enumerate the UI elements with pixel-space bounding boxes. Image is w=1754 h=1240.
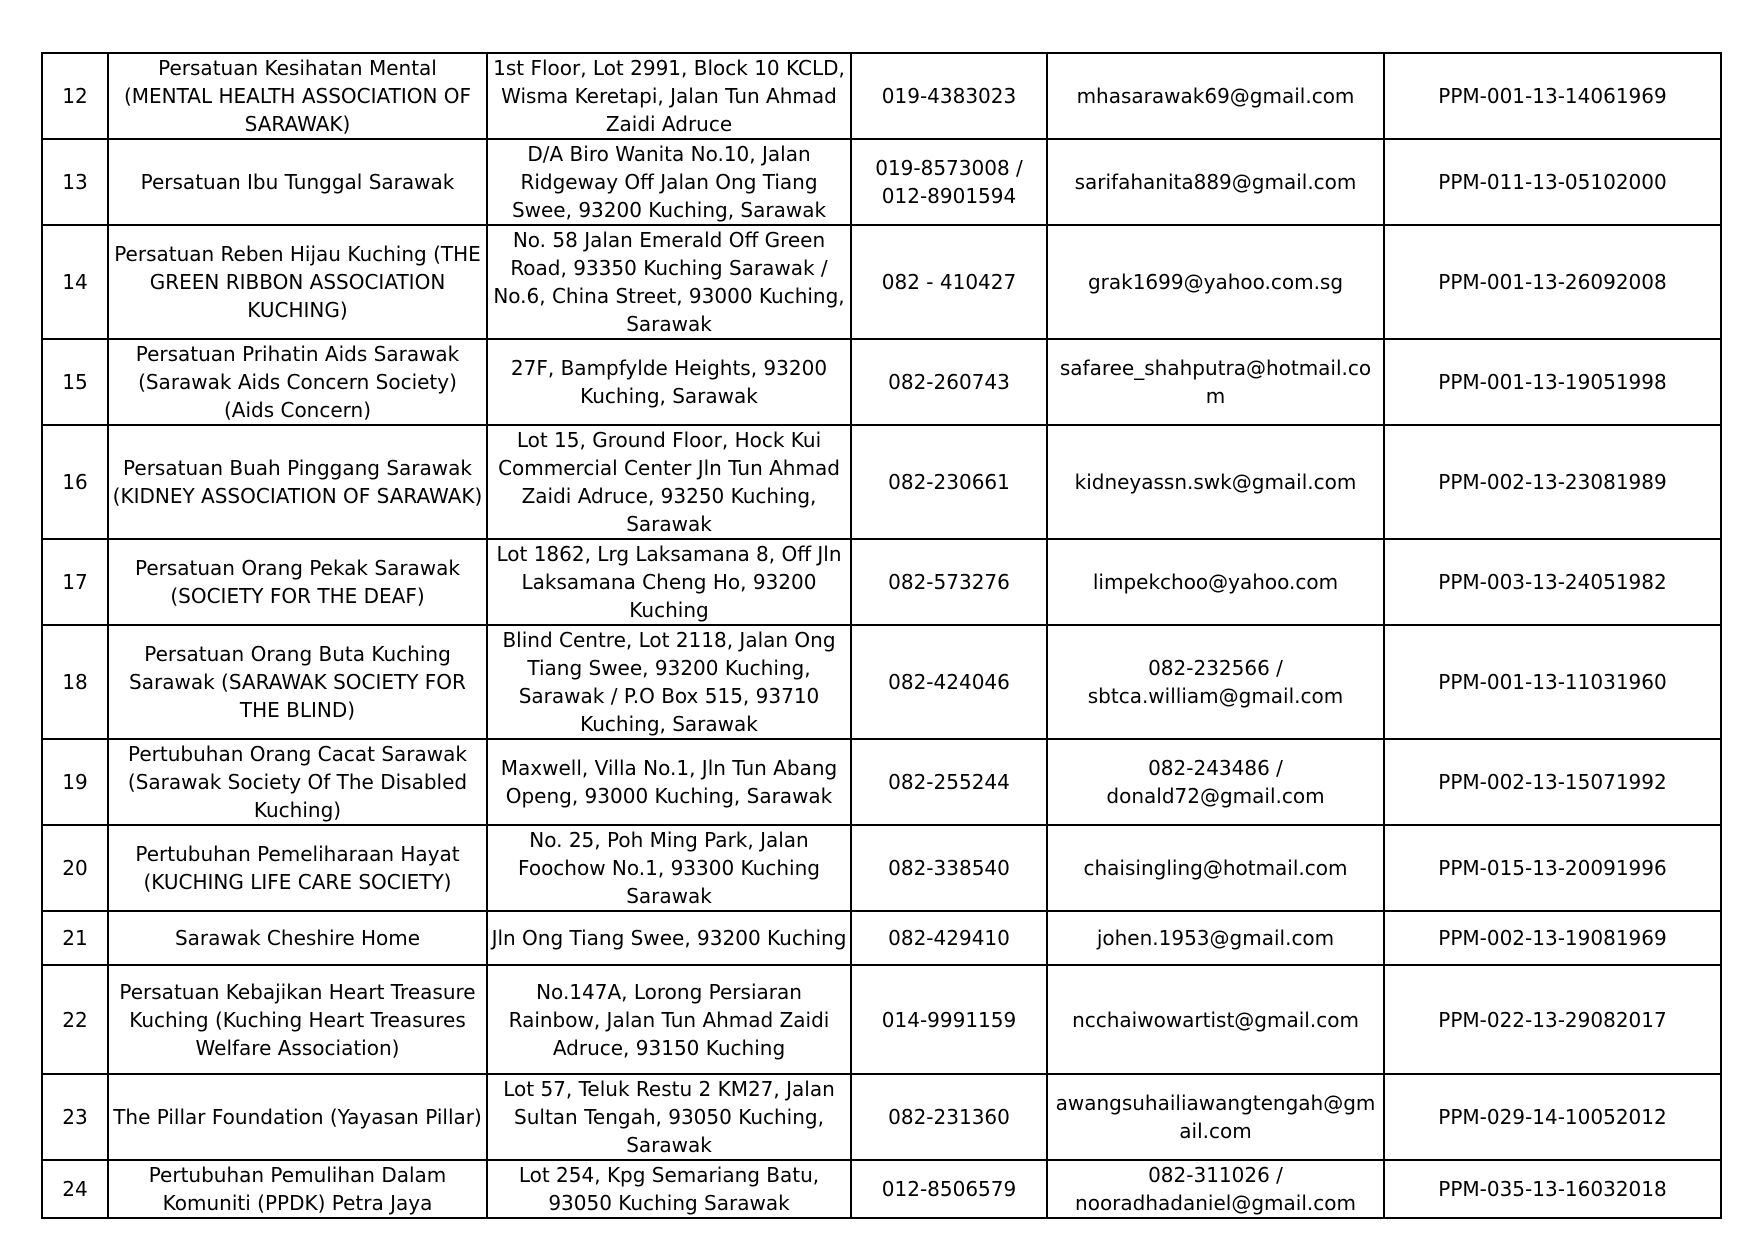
registration-number: PPM-001-13-26092008 bbox=[1384, 225, 1721, 339]
row-number: 21 bbox=[42, 911, 108, 965]
organization-address: No. 58 Jalan Emerald Off Green Road, 93350 Kuching Sarawak / No.6, China Street, 93000 Kuching, Sarawak bbox=[487, 225, 851, 339]
organization-email: ncchaiwowartist@gmail.com bbox=[1047, 965, 1384, 1074]
organization-name: Persatuan Prihatin Aids Sarawak (Sarawak Aids Concern Society) (Aids Concern) bbox=[108, 339, 487, 425]
row-number: 15 bbox=[42, 339, 108, 425]
registration-number: PPM-002-13-15071992 bbox=[1384, 739, 1721, 825]
organization-address: No. 25, Poh Ming Park, Jalan Foochow No.1, 93300 Kuching Sarawak bbox=[487, 825, 851, 911]
organization-name: Sarawak Cheshire Home bbox=[108, 911, 487, 965]
organization-email: sarifahanita889@gmail.com bbox=[1047, 139, 1384, 225]
organization-phone: 014-9991159 bbox=[851, 965, 1047, 1074]
table-row bbox=[42, 339, 1721, 425]
organization-phone: 082 - 410427 bbox=[851, 225, 1047, 339]
registration-number: PPM-015-13-20091996 bbox=[1384, 825, 1721, 911]
organization-phone: 082-230661 bbox=[851, 425, 1047, 539]
organization-email: 082-232566 / sbtca.william@gmail.com bbox=[1047, 625, 1384, 739]
organization-phone: 082-260743 bbox=[851, 339, 1047, 425]
registration-number: PPM-001-13-11031960 bbox=[1384, 625, 1721, 739]
table-row bbox=[42, 225, 1721, 339]
organization-name: Persatuan Orang Pekak Sarawak (SOCIETY FOR THE DEAF) bbox=[108, 539, 487, 625]
organization-email: awangsuhailiawangtengah@gmail.com bbox=[1047, 1074, 1384, 1160]
organization-phone: 082-424046 bbox=[851, 625, 1047, 739]
organization-email: safaree_shahputra@hotmail.com bbox=[1047, 339, 1384, 425]
table-row bbox=[42, 739, 1721, 825]
organization-phone: 082-338540 bbox=[851, 825, 1047, 911]
row-number: 17 bbox=[42, 539, 108, 625]
organization-phone: 082-429410 bbox=[851, 911, 1047, 965]
table-row bbox=[42, 1074, 1721, 1160]
organization-name: Pertubuhan Pemulihan Dalam Komuniti (PPDK) Petra Jaya bbox=[108, 1160, 487, 1218]
organization-email: grak1699@yahoo.com.sg bbox=[1047, 225, 1384, 339]
registration-number: PPM-029-14-10052012 bbox=[1384, 1074, 1721, 1160]
organization-table-body bbox=[42, 53, 1721, 1218]
organization-address: 1st Floor, Lot 2991, Block 10 KCLD, Wisma Keretapi, Jalan Tun Ahmad Zaidi Adruce bbox=[487, 53, 851, 139]
registration-number: PPM-001-13-19051998 bbox=[1384, 339, 1721, 425]
organization-address: Jln Ong Tiang Swee, 93200 Kuching bbox=[487, 911, 851, 965]
organization-name: Persatuan Buah Pinggang Sarawak (KIDNEY ASSOCIATION OF SARAWAK) bbox=[108, 425, 487, 539]
organization-phone: 082-573276 bbox=[851, 539, 1047, 625]
row-number: 18 bbox=[42, 625, 108, 739]
table-row bbox=[42, 625, 1721, 739]
row-number: 12 bbox=[42, 53, 108, 139]
row-number: 19 bbox=[42, 739, 108, 825]
organization-table bbox=[41, 52, 1722, 1219]
table-row bbox=[42, 1160, 1721, 1218]
organization-email: 082-311026 / nooradhadaniel@gmail.com bbox=[1047, 1160, 1384, 1218]
organization-address: Blind Centre, Lot 2118, Jalan Ong Tiang Swee, 93200 Kuching, Sarawak / P.O Box 515, 93710 Kuching, Sarawak bbox=[487, 625, 851, 739]
organization-email: mhasarawak69@gmail.com bbox=[1047, 53, 1384, 139]
organization-address: Lot 57, Teluk Restu 2 KM27, Jalan Sultan Tengah, 93050 Kuching, Sarawak bbox=[487, 1074, 851, 1160]
organization-address: No.147A, Lorong Persiaran Rainbow, Jalan Tun Ahmad Zaidi Adruce, 93150 Kuching bbox=[487, 965, 851, 1074]
registration-number: PPM-001-13-14061969 bbox=[1384, 53, 1721, 139]
organization-name: Pertubuhan Pemeliharaan Hayat (KUCHING LIFE CARE SOCIETY) bbox=[108, 825, 487, 911]
organization-name: Persatuan Kebajikan Heart Treasure Kuching (Kuching Heart Treasures Welfare Association) bbox=[108, 965, 487, 1074]
table-row bbox=[42, 539, 1721, 625]
registration-number: PPM-003-13-24051982 bbox=[1384, 539, 1721, 625]
organization-address: Lot 254, Kpg Semariang Batu, 93050 Kuching Sarawak bbox=[487, 1160, 851, 1218]
organization-address: Lot 15, Ground Floor, Hock Kui Commercial Center Jln Tun Ahmad Zaidi Adruce, 93250 Kuching, Sarawak bbox=[487, 425, 851, 539]
organization-email: limpekchoo@yahoo.com bbox=[1047, 539, 1384, 625]
organization-email: chaisingling@hotmail.com bbox=[1047, 825, 1384, 911]
organization-address: 27F, Bampfylde Heights, 93200 Kuching, Sarawak bbox=[487, 339, 851, 425]
row-number: 22 bbox=[42, 965, 108, 1074]
organization-name: Pertubuhan Orang Cacat Sarawak (Sarawak Society Of The Disabled Kuching) bbox=[108, 739, 487, 825]
registration-number: PPM-002-13-23081989 bbox=[1384, 425, 1721, 539]
organization-phone: 019-4383023 bbox=[851, 53, 1047, 139]
organization-phone: 019-8573008 / 012-8901594 bbox=[851, 139, 1047, 225]
table-row bbox=[42, 53, 1721, 139]
organization-address: Maxwell, Villa No.1, Jln Tun Abang Openg, 93000 Kuching, Sarawak bbox=[487, 739, 851, 825]
organization-email: johen.1953@gmail.com bbox=[1047, 911, 1384, 965]
row-number: 23 bbox=[42, 1074, 108, 1160]
organization-phone: 082-231360 bbox=[851, 1074, 1047, 1160]
table-row bbox=[42, 911, 1721, 965]
row-number: 13 bbox=[42, 139, 108, 225]
table-row bbox=[42, 825, 1721, 911]
organization-name: Persatuan Orang Buta Kuching Sarawak (SARAWAK SOCIETY FOR THE BLIND) bbox=[108, 625, 487, 739]
row-number: 24 bbox=[42, 1160, 108, 1218]
organization-address: D/A Biro Wanita No.10, Jalan Ridgeway Off Jalan Ong Tiang Swee, 93200 Kuching, Sarawak bbox=[487, 139, 851, 225]
row-number: 14 bbox=[42, 225, 108, 339]
registration-number: PPM-022-13-29082017 bbox=[1384, 965, 1721, 1074]
organization-email: 082-243486 / donald72@gmail.com bbox=[1047, 739, 1384, 825]
table-row bbox=[42, 425, 1721, 539]
organization-phone: 012-8506579 bbox=[851, 1160, 1047, 1218]
organization-email: kidneyassn.swk@gmail.com bbox=[1047, 425, 1384, 539]
registration-number: PPM-035-13-16032018 bbox=[1384, 1160, 1721, 1218]
registration-number: PPM-002-13-19081969 bbox=[1384, 911, 1721, 965]
organization-phone: 082-255244 bbox=[851, 739, 1047, 825]
row-number: 20 bbox=[42, 825, 108, 911]
table-row bbox=[42, 139, 1721, 225]
organization-address: Lot 1862, Lrg Laksamana 8, Off Jln Laksamana Cheng Ho, 93200 Kuching bbox=[487, 539, 851, 625]
registration-number: PPM-011-13-05102000 bbox=[1384, 139, 1721, 225]
table-row bbox=[42, 965, 1721, 1074]
row-number: 16 bbox=[42, 425, 108, 539]
organization-name: Persatuan Ibu Tunggal Sarawak bbox=[108, 139, 487, 225]
organization-name: Persatuan Reben Hijau Kuching (THE GREEN RIBBON ASSOCIATION KUCHING) bbox=[108, 225, 487, 339]
organization-name: The Pillar Foundation (Yayasan Pillar) bbox=[108, 1074, 487, 1160]
organization-name: Persatuan Kesihatan Mental (MENTAL HEALTH ASSOCIATION OF SARAWAK) bbox=[108, 53, 487, 139]
